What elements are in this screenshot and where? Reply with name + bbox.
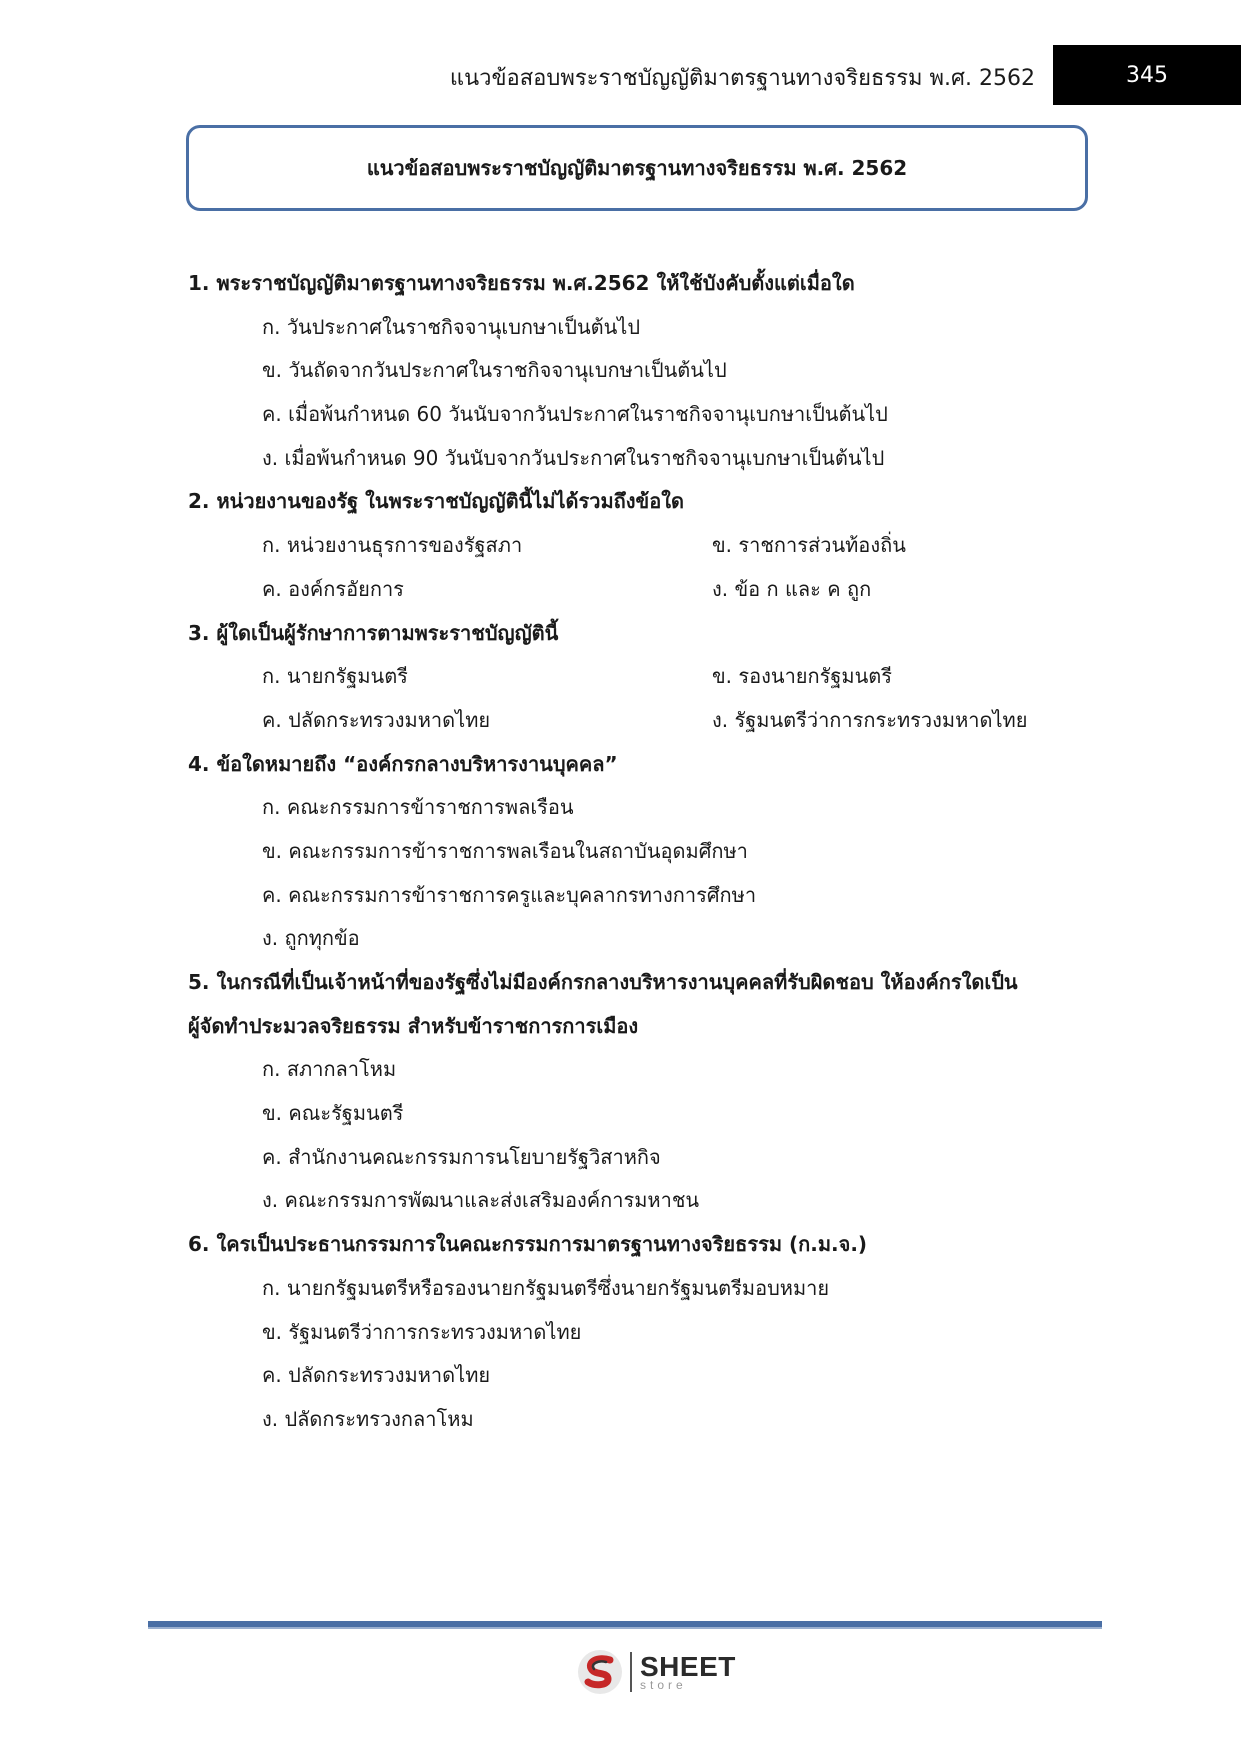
- q4-option-c: ค. คณะกรรมการข้าราชการครูและบุคลากรทางการศึกษา: [262, 882, 757, 907]
- q3-options-row-2: [188, 699, 1088, 743]
- q1-option-c: ค. เมื่อพ้นกำหนด 60 วันนับจากวันประกาศในราชกิจจานุเบกษาเป็นต้นไป: [262, 402, 888, 427]
- question-5-continued: ผู้จัดทำประมวลจริยธรรม สำหรับข้าราชการการเมือง: [188, 1013, 639, 1038]
- q6-option-d: ง. ปลัดกระทรวงกลาโหม: [262, 1406, 474, 1431]
- q4-option-d: ง. ถูกทุกข้อ: [262, 926, 360, 951]
- q3-option-a: ก. นายกรัฐมนตรี: [262, 664, 408, 689]
- q3-option-b: ข. รองนายกรัฐมนตรี: [712, 664, 892, 689]
- q6-option-a: ก. นายกรัฐมนตรีหรือรองนายกรัฐมนตรีซึ่งนายกรัฐมนตรีมอบหมาย: [262, 1275, 830, 1300]
- q5-option-d: ง. คณะกรรมการพัฒนาและส่งเสริมองค์การมหาชน: [262, 1188, 700, 1213]
- q6-option-b: ข. รัฐมนตรีว่าการกระทรวงมหาดไทย: [262, 1319, 582, 1344]
- q1-option-a: ก. วันประกาศในราชกิจจานุเบกษาเป็นต้นไป: [262, 314, 641, 339]
- question-1: 1. พระราชบัญญัติมาตรฐานทางจริยธรรม พ.ศ.2562 ให้ใช้บังคับตั้งแต่เมื่อใด: [188, 271, 855, 295]
- q3-option-d: ง. รัฐมนตรีว่าการกระทรวงมหาดไทย: [712, 707, 1028, 732]
- running-header-title: แนวข้อสอบพระราชบัญญัติมาตรฐานทางจริยธรรม พ.ศ. 2562: [449, 66, 1035, 91]
- question-6: 6. ใครเป็นประธานกรรมการในคณะกรรมการมาตรฐานทางจริยธรรม (ก.ม.จ.): [188, 1232, 868, 1257]
- question-2: 2. หน่วยงานของรัฐ ในพระราชบัญญัตินี้ไม่ได้รวมถึงข้อใด: [188, 489, 684, 514]
- q5-option-a: ก. สภากลาโหม: [262, 1057, 397, 1082]
- q6-option-c: ค. ปลัดกระทรวงมหาดไทย: [262, 1363, 491, 1388]
- q2-options-row-1: [188, 524, 1088, 568]
- q1-option-b: ข. วันถัดจากวันประกาศในราชกิจจานุเบกษาเป็นต้นไป: [262, 358, 727, 383]
- logo-store-text: store: [640, 1678, 687, 1692]
- page-number: 345: [1053, 45, 1241, 105]
- sheet-logo-icon: [576, 1648, 624, 1696]
- footer-divider: [148, 1621, 1102, 1629]
- q5-option-b: ข. คณะรัฐมนตรี: [262, 1101, 404, 1126]
- q5-option-c: ค. สำนักงานคณะกรรมการนโยบายรัฐวิสาหกิจ: [262, 1144, 661, 1169]
- question-4: 4. ข้อใดหมายถึง “องค์กรกลางบริหารงานบุคคล”: [188, 751, 618, 776]
- question-3: 3. ผู้ใดเป็นผู้รักษาการตามพระราชบัญญัตินี้: [188, 620, 559, 645]
- question-list: [188, 262, 1088, 1442]
- sheet-store-logo: [576, 1648, 736, 1696]
- q2-options-row-2: [188, 568, 1088, 612]
- logo-separator: [630, 1652, 632, 1692]
- q2-option-d: ง. ข้อ ก และ ค ถูก: [712, 576, 872, 601]
- q4-option-b: ข. คณะกรรมการข้าราชการพลเรือนในสถาบันอุดมศึกษา: [262, 838, 748, 863]
- q2-option-b: ข. ราชการส่วนท้องถิ่น: [712, 533, 906, 558]
- logo-wordmark: [640, 1653, 736, 1691]
- q2-option-c: ค. องค์กรอัยการ: [262, 576, 404, 601]
- logo-sheet-text: SHEET: [640, 1651, 736, 1682]
- q3-option-c: ค. ปลัดกระทรวงมหาดไทย: [262, 707, 491, 732]
- question-5: 5. ในกรณีที่เป็นเจ้าหน้าที่ของรัฐซึ่งไม่มีองค์กรกลางบริหารงานบุคคลที่รับผิดชอบ ให้องค์กรใดเป็น: [188, 970, 1018, 994]
- q4-option-a: ก. คณะกรรมการข้าราชการพลเรือน: [262, 795, 574, 820]
- q1-option-d: ง. เมื่อพ้นกำหนด 90 วันนับจากวันประกาศในราชกิจจานุเบกษาเป็นต้นไป: [262, 445, 885, 470]
- q2-option-a: ก. หน่วยงานธุรการของรัฐสภา: [262, 533, 523, 558]
- section-title: แนวข้อสอบพระราชบัญญัติมาตรฐานทางจริยธรรม พ.ศ. 2562: [366, 156, 908, 180]
- section-title-box: [186, 125, 1088, 211]
- q3-options-row-1: [188, 655, 1088, 699]
